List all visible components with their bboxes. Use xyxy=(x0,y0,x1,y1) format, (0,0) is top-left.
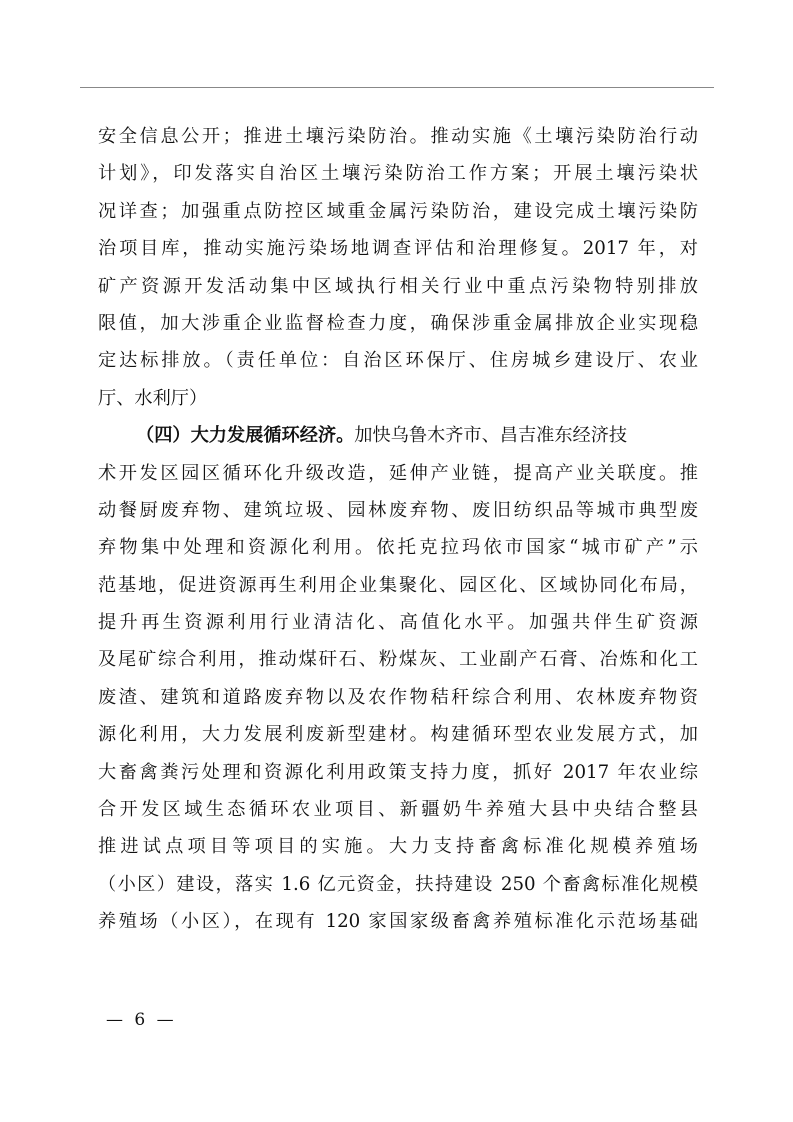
section-heading-line xyxy=(98,417,698,454)
document-body xyxy=(98,118,698,941)
text-line: 定达标排放。（责任单位：自治区环保厅、住房城乡建设厅、农业 xyxy=(98,350,698,372)
header-rule xyxy=(80,87,714,88)
text-line: 推进试点项目等项目的实施。大力支持畜禽标准化规模养殖场 xyxy=(98,836,698,858)
text-line: 安全信息公开；推进土壤污染防治。推动实施《土壤污染防治行动 xyxy=(98,126,698,147)
text-line: 计划》，印发落实自治区土壤污染防治工作方案；开展土壤污染状 xyxy=(98,163,698,185)
text-line: 限值，加大涉重企业监督检查力度，确保涉重金属排放企业实现稳 xyxy=(98,312,698,334)
text-line: （小区）建设，落实 1.6 亿元资金，扶持建设 250 个畜禽标准化规模 xyxy=(98,873,698,895)
text-line: 及尾矿综合利用，推动煤矸石、粉煤灰、工业副产石膏、冶炼和化工 xyxy=(98,649,698,671)
text-line: 厅、水利厅） xyxy=(98,387,208,409)
text-line: 养殖场（小区），在现有 120 家国家级畜禽养殖标准化示范场基础 xyxy=(98,911,698,933)
page-number: — 6 — xyxy=(106,1010,177,1030)
text-line: 大畜禽粪污处理和资源化利用政策支持力度，抓好 2017 年农业综 xyxy=(98,761,698,783)
text-line: 况详查；加强重点防控区域重金属污染防治，建设完成土壤污染防 xyxy=(98,200,698,222)
text-line: 范基地，促进资源再生利用企业集聚化、园区化、区域协同化布局， xyxy=(98,574,698,596)
text-line: 提升再生资源利用行业清洁化、高值化水平。加强共伴生矿资源 xyxy=(98,612,698,634)
text-line: 弃物集中处理和资源化利用。依托克拉玛依市国家“城市矿产”示 xyxy=(98,537,698,559)
text-line: 废渣、建筑和道路废弃物以及农作物秸秆综合利用、农林废弃物资 xyxy=(98,686,698,708)
text-line: 源化利用，大力发展利废新型建材。构建循环型农业发展方式，加 xyxy=(98,724,698,746)
text-span: 加快乌鲁木齐市、昌吉准东经济技 xyxy=(354,425,628,447)
text-line: 矿产资源开发活动集中区域执行相关行业中重点污染物特别排放 xyxy=(98,275,698,297)
text-line: 动餐厨废弃物、建筑垃圾、园林废弃物、废旧纺织品等城市典型废 xyxy=(98,499,698,521)
section-heading: （四）大力发展循环经济。 xyxy=(136,425,355,447)
text-line: 合开发区域生态循环农业项目、新疆奶牛养殖大县中央结合整县 xyxy=(98,799,698,821)
text-line: 术开发区园区循环化升级改造，延伸产业链，提高产业关联度。推 xyxy=(98,462,698,484)
text-line: 治项目库，推动实施污染场地调查评估和治理修复。2017 年，对 xyxy=(98,238,698,260)
